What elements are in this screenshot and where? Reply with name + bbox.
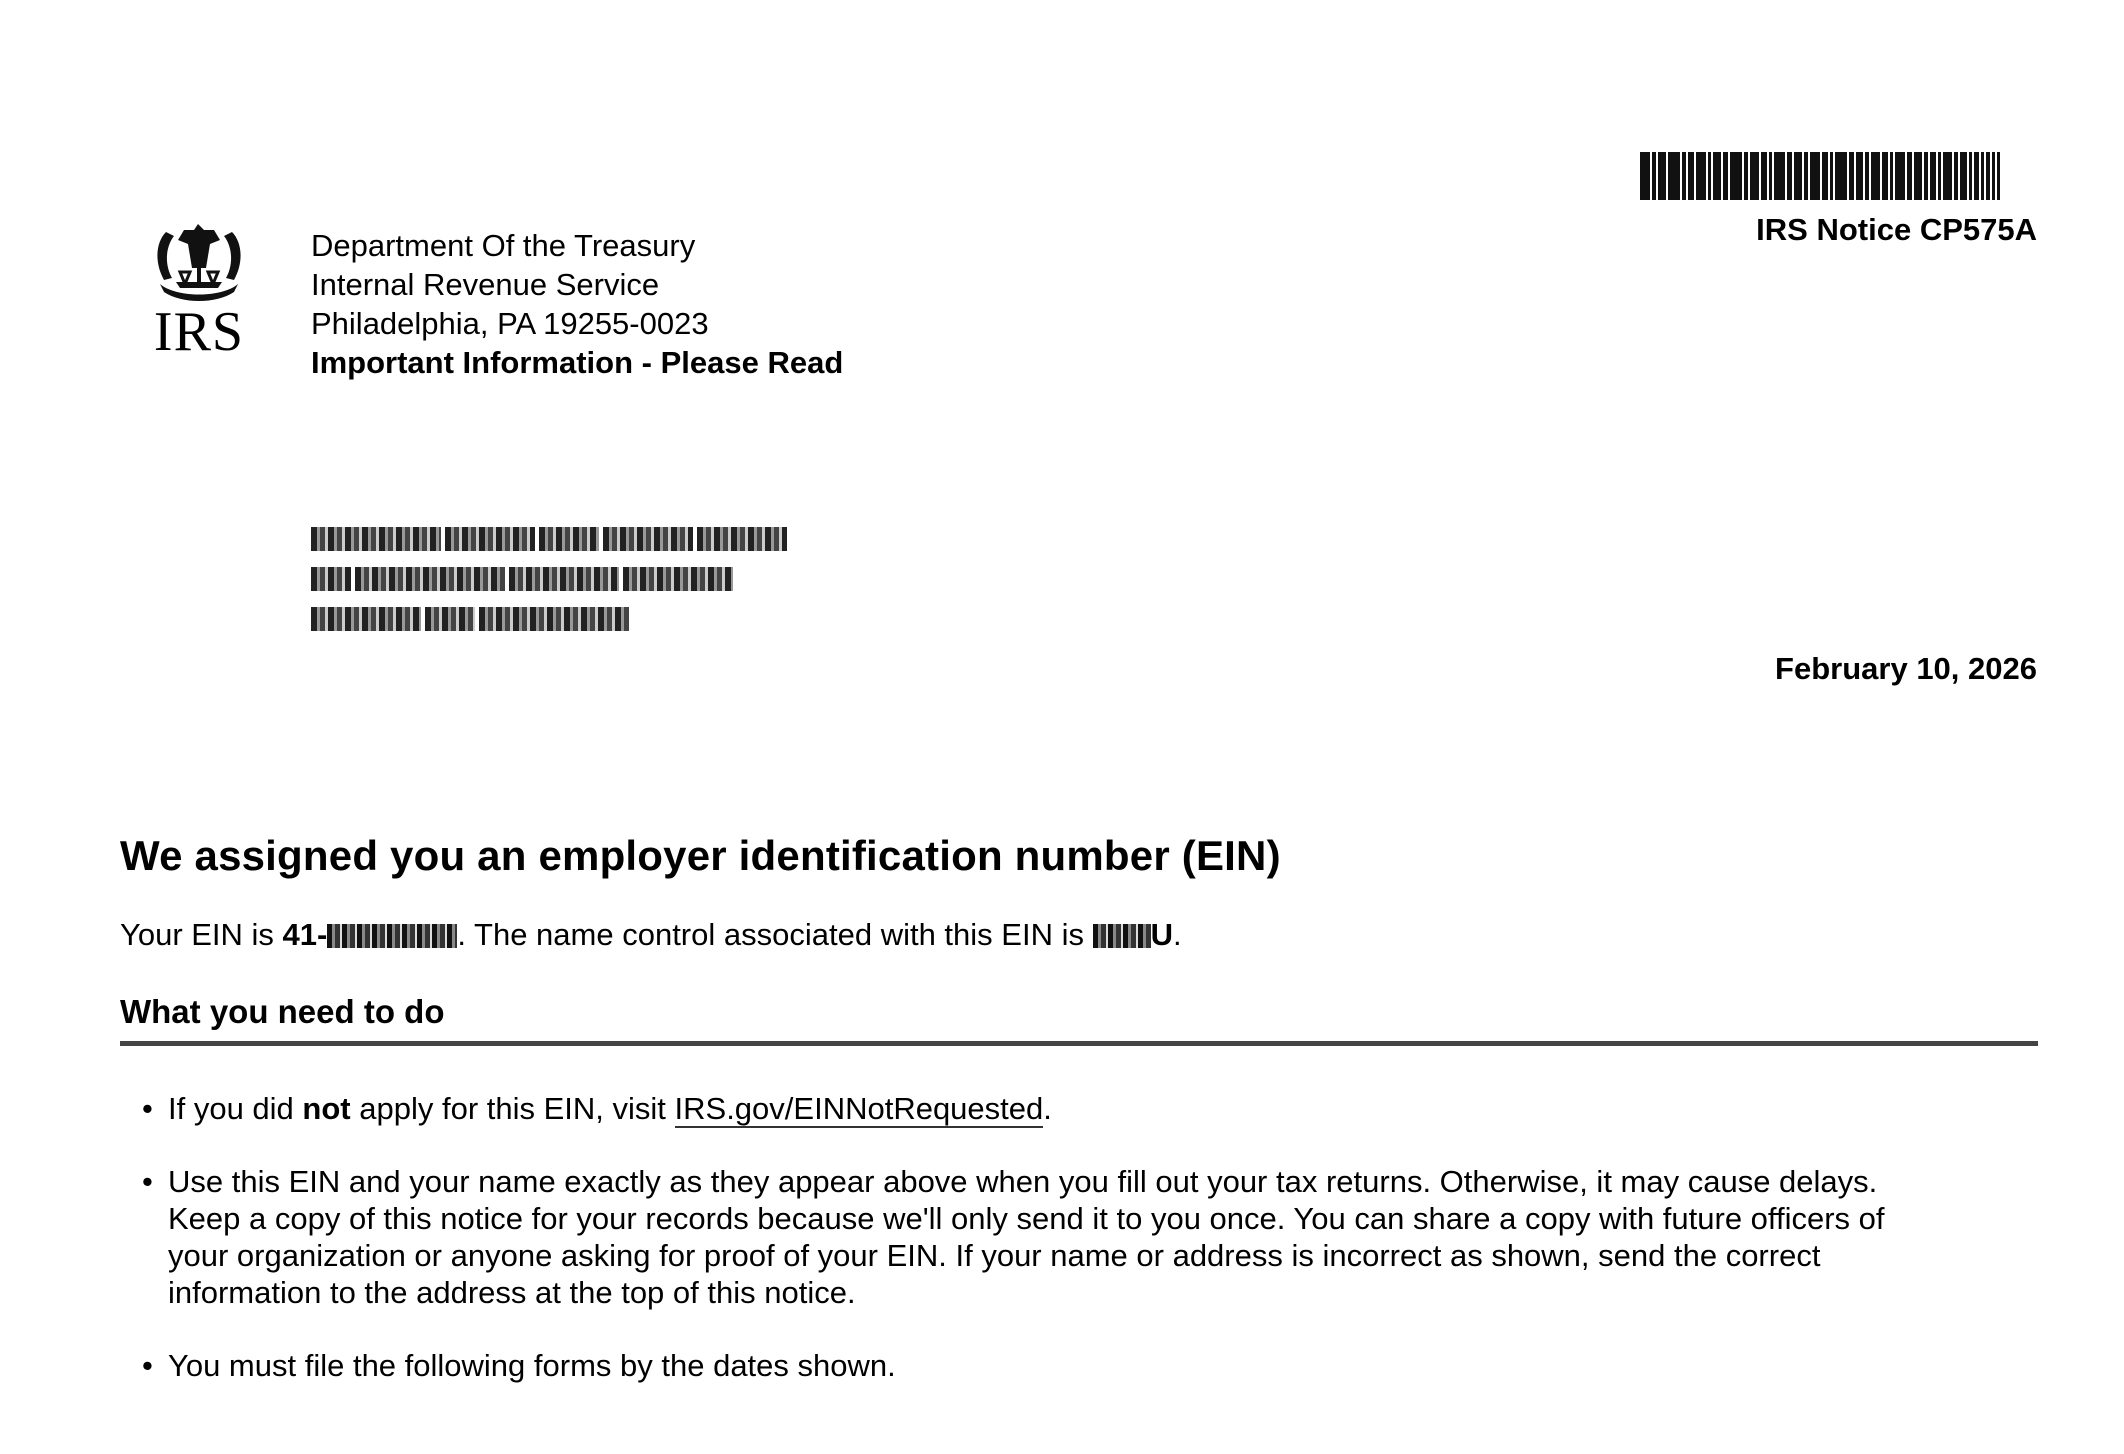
- redacted-line: [311, 524, 787, 554]
- bullet-icon: •: [142, 1091, 153, 1126]
- notice-date: February 10, 2026: [1775, 651, 2037, 686]
- b1-end: .: [1043, 1091, 1052, 1126]
- section-heading: What you need to do: [120, 993, 445, 1030]
- sender-line-city: Philadelphia, PA 19255-0023: [311, 306, 709, 341]
- notice-id: IRS Notice CP575A: [1756, 212, 2037, 247]
- bullet-icon: •: [142, 1348, 153, 1383]
- ein-prefix: Your EIN is: [120, 917, 283, 952]
- ein-end: .: [1172, 917, 1182, 952]
- irs-logo: [146, 222, 252, 362]
- bullet-icon: •: [142, 1164, 153, 1199]
- sender-line-service: Internal Revenue Service: [311, 267, 660, 302]
- name-control-visible: U: [1150, 917, 1173, 952]
- b1-mid: apply for this EIN, visit: [350, 1091, 675, 1126]
- b3-text: You must file the following forms by the dates shown.: [168, 1348, 896, 1383]
- important-notice: Important Information - Please Read: [311, 345, 844, 380]
- recipient-address-redacted: [311, 524, 787, 644]
- redacted-line: [311, 604, 787, 634]
- barcode: [1640, 152, 2038, 200]
- sender-line-department: Department Of the Treasury: [311, 228, 696, 263]
- b2-line: Keep a copy of this notice for your records because we'll only send it to you once. You can share a copy with future officers of: [168, 1201, 1885, 1236]
- b1-pre: If you did: [168, 1091, 303, 1126]
- name-control-redacted: [1093, 924, 1151, 948]
- sender-address: [311, 226, 843, 382]
- ein-statement: [120, 917, 1182, 953]
- page-title: We assigned you an employer identification number (EIN): [120, 832, 1281, 879]
- ein-not-requested-link[interactable]: IRS.gov/EINNotRequested: [674, 1091, 1044, 1126]
- b2-line: your organization or anyone asking for proof of your EIN. If your name or address is incorrect as shown, send the correct: [168, 1238, 1821, 1273]
- instructions-list: [142, 1090, 2022, 1420]
- logo-text: IRS: [153, 301, 245, 363]
- b2-line: Use this EIN and your name exactly as they appear above when you fill out your tax returns. Otherwise, it may cause delays.: [168, 1164, 1878, 1199]
- list-item: [142, 1347, 2022, 1384]
- ein-visible: 41-: [282, 917, 328, 952]
- section-divider: [120, 1041, 2038, 1046]
- b1-bold: not: [302, 1091, 351, 1126]
- list-item: [142, 1163, 2022, 1311]
- ein-redacted: [327, 924, 457, 948]
- list-item: [142, 1090, 2022, 1127]
- ein-mid: . The name control associated with this EIN is: [457, 917, 1093, 952]
- b2-line: information to the address at the top of this notice.: [168, 1275, 856, 1310]
- redacted-line: [311, 564, 787, 594]
- eagle-icon: [146, 222, 252, 304]
